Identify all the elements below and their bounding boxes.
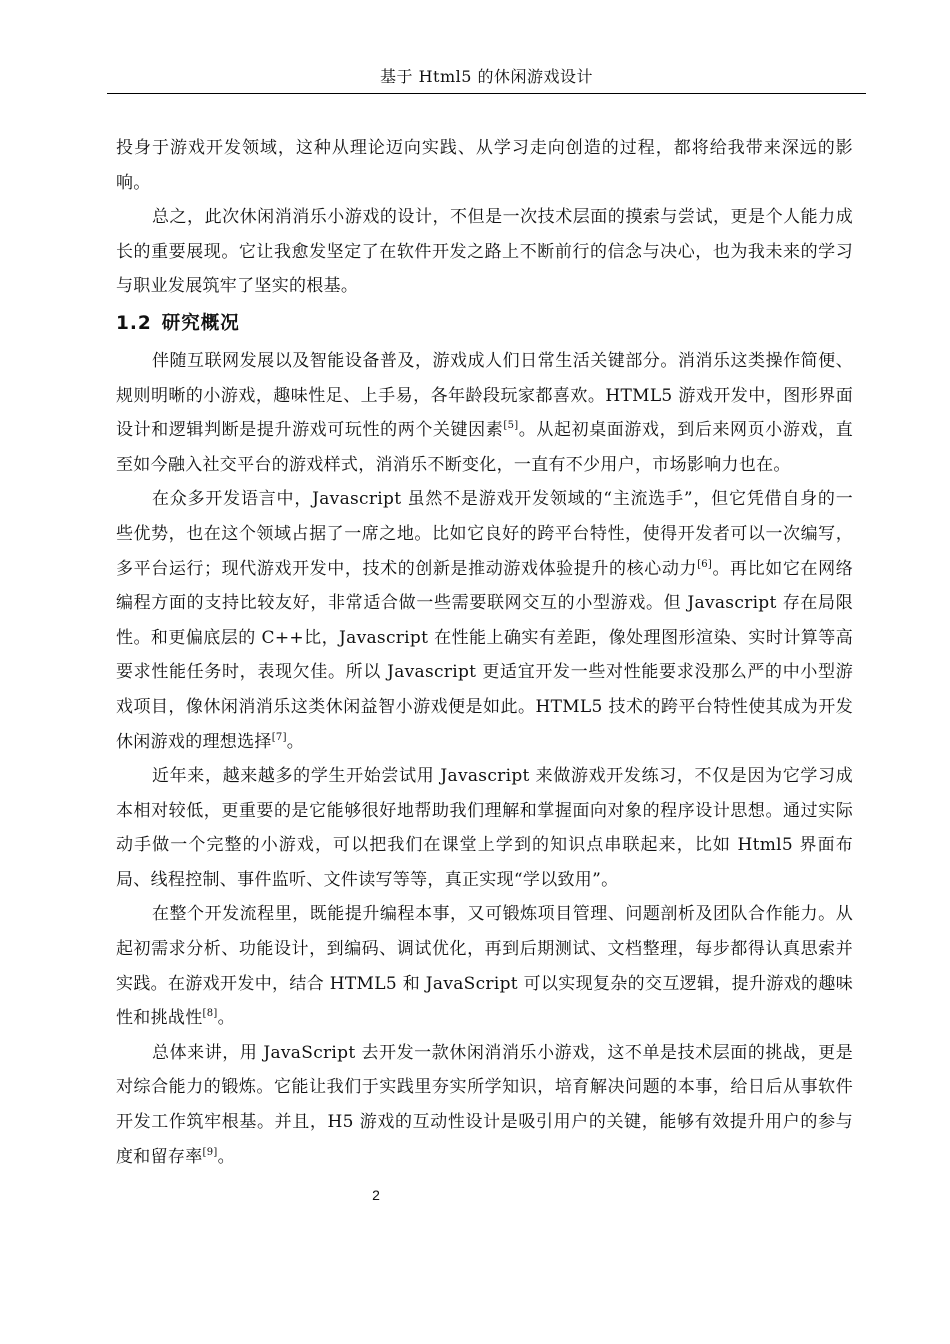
section-heading <box>116 304 853 344</box>
citation: [9] <box>202 1146 218 1158</box>
page-number: 2 <box>372 1187 380 1203</box>
running-header: 基于 Html5 的休闲游戏设计 <box>379 67 594 86</box>
paragraph-continued: 投身于游戏开发领域，这种从理论迈向实践、从学习走向创造的过程，都将给我带来深远的影响。 <box>116 138 853 193</box>
citation: [5] <box>503 420 519 432</box>
citation: [7] <box>271 731 287 743</box>
paragraph-summary: 总之，此次休闲消消乐小游戏的设计，不但是一次技术层面的摸索与尝试，更是个人能力成长的重要展现。它让我愈发坚定了在软件开发之路上不断前行的信念与决心，也为我未来的学习与职业发展筑牢了坚实的根基。 <box>116 207 853 297</box>
citation: [6] <box>697 558 713 570</box>
paragraph: 在整个开发流程里，既能提升编程本事，又可锻炼项目管理、问题剖析及团队合作能力。从起初需求分析、功能设计，到编码、调试优化，再到后期测试、文档整理，每步都得认真思索并实践。在游戏开发中，结合 HTML5 和 JavaScript 可以实现复杂的交互逻辑，提升游戏的趣味性和挑战性[8]。 <box>116 904 853 1029</box>
section-title: 研究概况 <box>161 312 240 334</box>
section-number: 1.2 <box>116 312 152 334</box>
paragraph: 近年来，越来越多的学生开始尝试用 Javascript 来做游戏开发练习，不仅是因为它学习成本相对较低，更重要的是它能够很好地帮助我们理解和掌握面向对象的程序设计思想。通过实际动手做一个完整的小游戏，可以把我们在课堂上学到的知识点串联起来，比如 Html5 界面布局、线程控制、事件监听、文件读写等等，真正实现“学以致用”。 <box>116 766 853 890</box>
citation: [8] <box>202 1008 218 1020</box>
header-rule <box>107 93 866 94</box>
paragraph: 总体来讲，用 JavaScript 去开发一款休闲消消乐小游戏，这不单是技术层面的挑战，更是对综合能力的锻炼。它能让我们于实践里夯实所学知识，培育解决问题的本事，给日后从事软件开发工作筑牢根基。并且，H5 游戏的互动性设计是吸引用户的关键，能够有效提升用户的参与度和留存率[9]。 <box>116 1042 853 1167</box>
paragraph: 伴随互联网发展以及智能设备普及，游戏成人们日常生活关键部分。消消乐这类操作简便、规则明晰的小游戏，趣味性足、上手易，各年龄段玩家都喜欢。HTML5 游戏开发中，图形界面设计和逻辑判断是提升游戏可玩性的两个关键因素[5]。从起初桌面游戏，到后来网页小游戏，直至如今融入社交平台的游戏样式，消消乐不断变化，一直有不少用户，市场影响力也在。 <box>116 350 853 475</box>
paragraph: 在众多开发语言中，Javascript 虽然不是游戏开发领域的“主流选手”，但它凭借自身的一些优势，也在这个领域占据了一席之地。比如它良好的跨平台特性，使得开发者可以一次编写，多平台运行；现代游戏开发中，技术的创新是推动游戏体验提升的核心动力[6]。再比如它在网络编程方面的支持比较友好，非常适合做一些需要联网交互的小型游戏。但 Javascript 存在局限性。和更偏底层的 C++比，Javascript 在性能上确实有差距，像处理图形渲染、实时计算等高要求性能任务时，表现欠佳。所以 Javascript 更适宜开发一些对性能要求没那么严的中小型游戏项目，像休闲消消乐这类休闲益智小游戏便是如此。HTML5 技术的跨平台特性使其成为开发休闲游戏的理想选择[7]。 <box>116 489 854 752</box>
document-body <box>116 131 853 1174</box>
